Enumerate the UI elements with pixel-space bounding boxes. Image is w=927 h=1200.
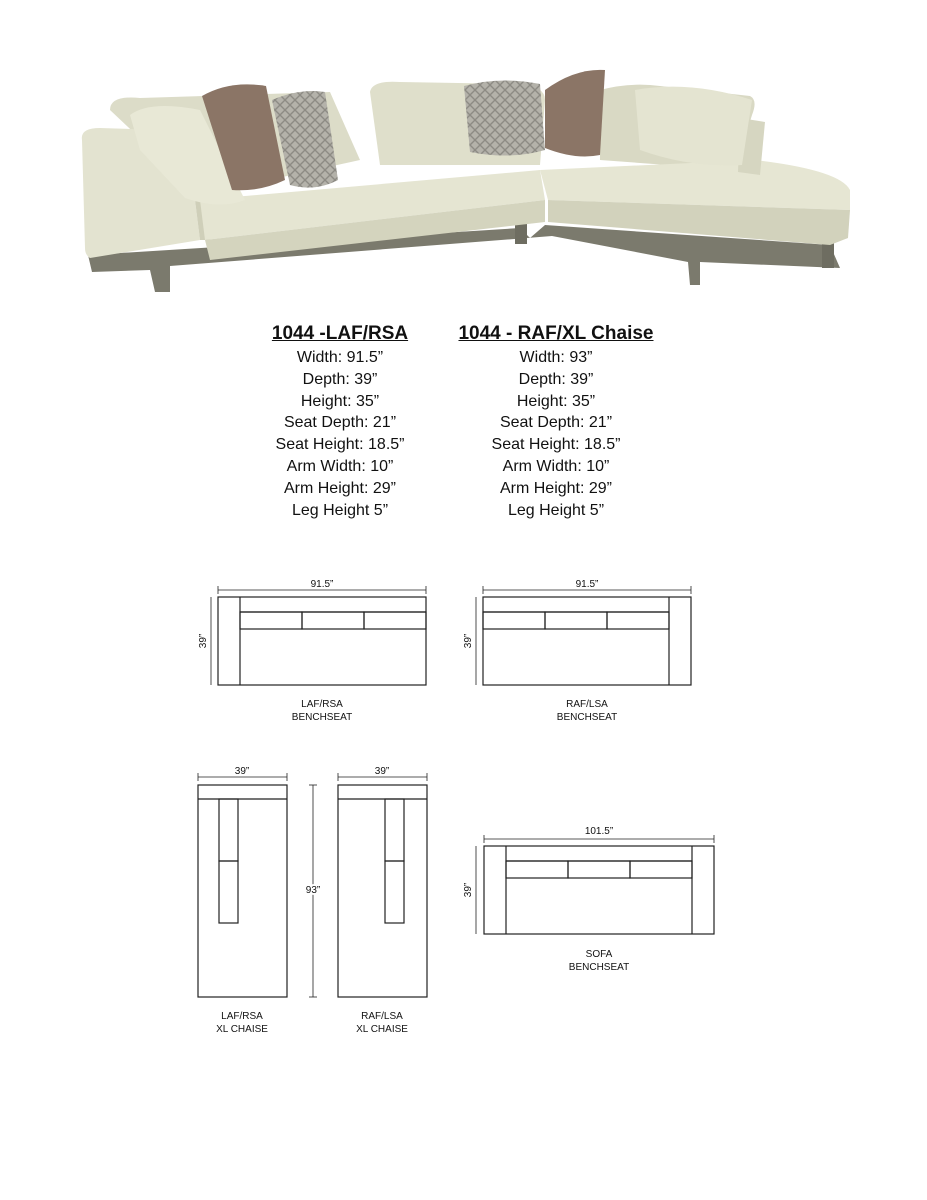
laf-bench-width-label: 91.5” (310, 579, 334, 590)
sofa-bench-type: BENCHSEAT (568, 962, 630, 973)
right-model-title: 1044 - RAF/XL Chaise (458, 323, 654, 344)
laf-bench-type: BENCHSEAT (291, 712, 353, 723)
laf-chaise-width-label: 39” (234, 766, 250, 777)
spec-height: Height: 35” (516, 392, 596, 410)
laf-bench-depth-label: 39” (198, 633, 209, 649)
spec-seat-height: Seat Height: 18.5” (491, 436, 621, 454)
spec-arm-height: Arm Height: 29” (499, 479, 613, 497)
raf-bench-name: RAF/LSA (566, 699, 608, 710)
chaise-length-label: 93” (305, 885, 321, 896)
spec-arm-height: Arm Height: 29” (283, 479, 397, 497)
laf-bench-drawing (211, 586, 426, 685)
raf-bench-width-label: 91.5” (575, 579, 599, 590)
sofa-bench-drawing (476, 835, 714, 934)
sofa-bench-name: SOFA (585, 949, 613, 960)
laf-chaise-drawing (198, 773, 287, 997)
spec-width: Width: 93” (519, 349, 593, 366)
left-spec-column (240, 322, 440, 521)
left-model-title: 1044 -LAF/RSA (271, 323, 409, 344)
spec-seat-height: Seat Height: 18.5” (275, 436, 405, 454)
raf-bench-depth-label: 39” (463, 633, 474, 649)
laf-chaise-name: LAF/RSA (221, 1011, 263, 1022)
dimension-diagrams (0, 560, 927, 1060)
laf-chaise-type: XL CHAISE (216, 1024, 268, 1035)
spec-seat-depth: Seat Depth: 21” (499, 414, 613, 432)
spec-width: Width: 91.5” (296, 349, 384, 366)
laf-bench-name: LAF/RSA (301, 699, 343, 710)
sofa-bench-width-label: 101.5” (584, 826, 614, 837)
spec-depth: Depth: 39” (302, 370, 378, 388)
sectional-sofa-photo (0, 0, 927, 310)
right-spec-column (440, 322, 672, 521)
raf-chaise-name: RAF/LSA (361, 1011, 403, 1022)
raf-chaise-type: XL CHAISE (356, 1024, 408, 1035)
spec-arm-width: Arm Width: 10” (286, 457, 394, 475)
raf-chaise-drawing (309, 773, 427, 997)
spec-depth: Depth: 39” (518, 370, 594, 388)
raf-chaise-width-label: 39” (374, 766, 390, 777)
sofa-bench-depth-label: 39” (463, 882, 474, 898)
raf-bench-type: BENCHSEAT (556, 712, 618, 723)
spec-leg-height: Leg Height 5” (291, 501, 389, 519)
spec-seat-depth: Seat Depth: 21” (283, 414, 397, 432)
spec-arm-width: Arm Width: 10” (502, 457, 610, 475)
raf-bench-drawing (476, 586, 691, 685)
spec-height: Height: 35” (300, 392, 380, 410)
spec-leg-height: Leg Height 5” (507, 501, 605, 519)
